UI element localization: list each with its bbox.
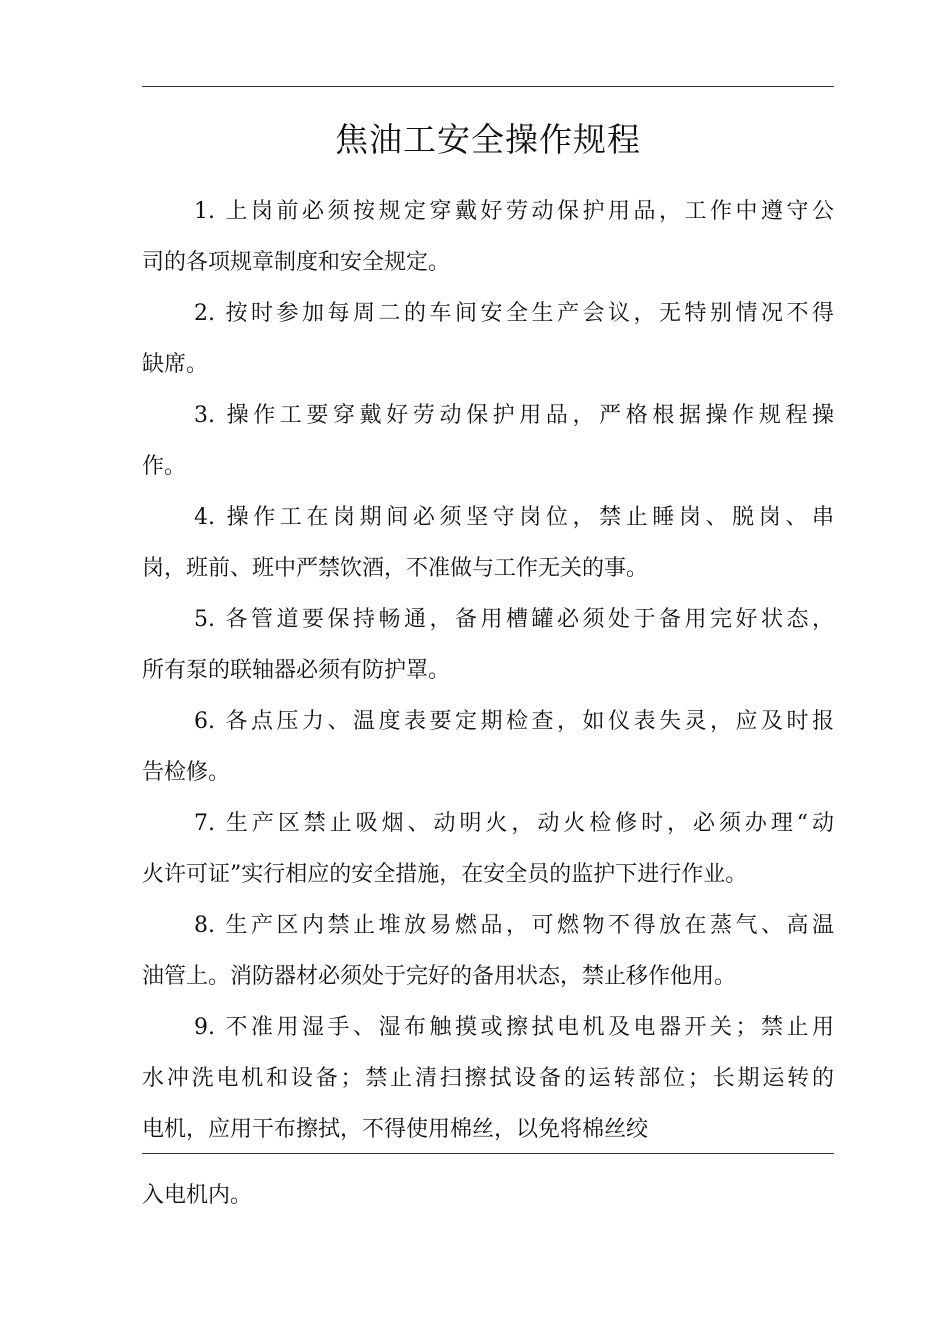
continuation-text: 入电机内。 [142, 1183, 253, 1208]
page-break-rule [142, 1153, 834, 1154]
item-line: 2. 按时参加每周二的车间安全生产会议，无特别情况不得 [194, 301, 834, 326]
item-line: 司的各项规章制度和安全规定。 [142, 250, 451, 275]
list-item [142, 492, 834, 594]
item-line: 电机，应用干布擦拭，不得使用棉丝，以免将棉丝绞 [142, 1117, 649, 1142]
item-line: 岗，班前、班中严禁饮酒，不准做与工作无关的事。 [142, 556, 649, 581]
document-body [142, 186, 834, 1155]
item-line: 1. 上岗前必须按规定穿戴好劳动保护用品，工作中遵守公 [194, 199, 834, 224]
item-line: 作。 [142, 454, 187, 479]
item-line: 7. 生产区禁止吸烟、动明火，动火检修时，必须办理“动 [194, 811, 834, 836]
item-line: 3. 操作工要穿戴好劳动保护用品，严格根据操作规程操 [194, 403, 834, 428]
document-title: 焦油工安全操作规程 [335, 120, 641, 159]
item-line: 告检修。 [142, 760, 231, 785]
item-line: 水冲洗电机和设备；禁止清扫擦拭设备的运转部位；长期运转的 [142, 1066, 834, 1091]
list-item [142, 594, 834, 696]
item-line: 8. 生产区内禁止堆放易燃品，可燃物不得放在蒸气、高温 [194, 913, 834, 938]
list-item [142, 696, 834, 798]
item-line: 5. 各管道要保持畅通，备用槽罐必须处于备用完好状态， [194, 607, 834, 632]
item-line: 缺席。 [142, 352, 209, 377]
list-item [142, 1002, 834, 1155]
item-line: 油管上。消防器材必须处于完好的备用状态，禁止移作他用。 [142, 964, 737, 989]
item-line: 火许可证”实行相应的安全措施，在安全员的监护下进行作业。 [142, 862, 748, 887]
list-item [142, 288, 834, 390]
list-item [142, 798, 834, 900]
item-line: 所有泵的联轴器必须有防护罩。 [142, 658, 451, 683]
list-item [142, 186, 834, 288]
item-line: 4. 操作工在岗期间必须坚守岗位，禁止睡岗、脱岗、串 [194, 505, 834, 530]
item-line: 6. 各点压力、温度表要定期检查，如仪表失灵，应及时报 [194, 709, 834, 734]
list-item [142, 390, 834, 492]
header-rule [142, 86, 834, 87]
item-line: 9. 不准用湿手、湿布触摸或擦拭电机及电器开关；禁止用 [194, 1015, 834, 1040]
list-item [142, 900, 834, 1002]
